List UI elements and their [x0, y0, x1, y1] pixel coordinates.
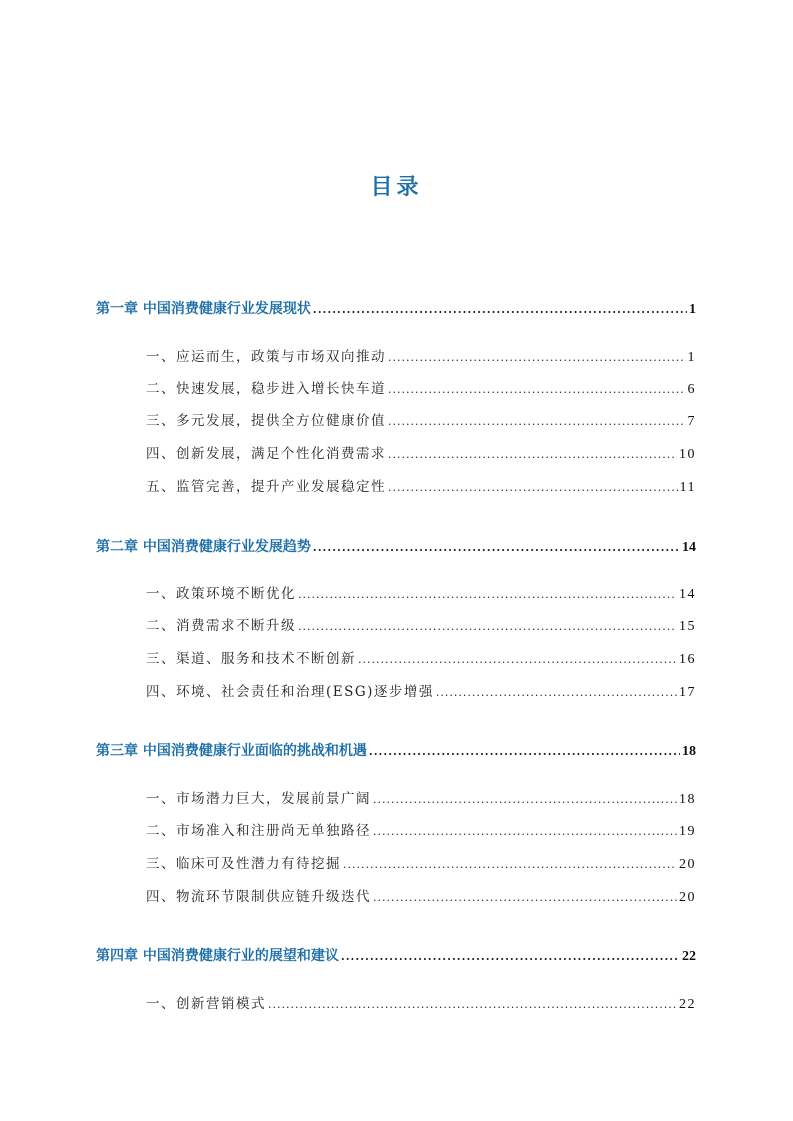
- dot-leader: [373, 825, 677, 838]
- page-number: 22: [679, 997, 696, 1012]
- page-number: 14: [682, 540, 696, 555]
- section-label: 一、市场潜力巨大，发展前景广阔: [146, 791, 371, 807]
- dot-leader: [388, 448, 677, 461]
- dot-leader: [343, 858, 677, 871]
- toc-section[interactable]: [146, 409, 696, 430]
- dot-leader: [298, 588, 677, 601]
- toc-section[interactable]: [146, 819, 696, 840]
- page-number: 20: [679, 890, 696, 905]
- section-label: 四、环境、社会责任和治理(ESG)逐步增强: [146, 684, 434, 700]
- section-label: 二、消费需求不断升级: [146, 618, 296, 634]
- chapter-label: 第二章 中国消费健康行业发展趋势: [96, 539, 311, 555]
- page-number: 10: [679, 447, 696, 462]
- toc-section[interactable]: [146, 614, 696, 635]
- section-label: 四、创新发展，满足个性化消费需求: [146, 446, 386, 462]
- page-number: 1: [687, 350, 696, 365]
- chapter-label: 第一章 中国消费健康行业发展现状: [96, 301, 311, 317]
- toc-chapter-4[interactable]: [96, 945, 696, 965]
- dot-leader: [313, 541, 680, 554]
- page-number: 15: [679, 619, 696, 634]
- page-number: 7: [687, 414, 696, 429]
- dot-leader: [388, 481, 678, 494]
- toc-section[interactable]: [146, 992, 696, 1013]
- dot-leader: [298, 620, 677, 633]
- toc-section[interactable]: [146, 442, 696, 463]
- section-label: 三、临床可及性潜力有待挖掘: [146, 856, 341, 872]
- toc-chapter-3[interactable]: [96, 740, 696, 760]
- section-label: 二、市场准入和注册尚无单独路径: [146, 823, 371, 839]
- toc-section[interactable]: [146, 852, 696, 873]
- page-number: 14: [679, 587, 696, 602]
- dot-leader: [373, 793, 677, 806]
- page-number: 17: [679, 685, 696, 700]
- dot-leader: [341, 950, 680, 963]
- page-number: 18: [682, 744, 696, 759]
- section-label: 一、创新营销模式: [146, 996, 266, 1012]
- section-label: 二、快速发展，稳步进入增长快车道: [146, 381, 386, 397]
- page-number: 16: [679, 652, 696, 667]
- page-number: 11: [679, 480, 696, 495]
- page-number: 18: [679, 792, 696, 807]
- toc-section[interactable]: [146, 885, 696, 906]
- toc-chapter-1[interactable]: [96, 298, 696, 318]
- section-label: 三、多元发展，提供全方位健康价值: [146, 413, 386, 429]
- dot-leader: [388, 415, 686, 428]
- dot-leader: [358, 653, 677, 666]
- chapter-label: 第三章 中国消费健康行业面临的挑战和机遇: [96, 743, 367, 759]
- dot-leader: [369, 745, 680, 758]
- toc-title: 目录: [370, 175, 423, 200]
- section-label: 五、监管完善，提升产业发展稳定性: [146, 479, 386, 495]
- section-label: 四、物流环节限制供应链升级迭代: [146, 889, 371, 905]
- chapter-label: 第四章 中国消费健康行业的展望和建议: [96, 948, 339, 964]
- section-label: 三、渠道、服务和技术不断创新: [146, 651, 356, 667]
- toc-section[interactable]: [146, 345, 696, 366]
- page-number: 19: [679, 824, 696, 839]
- toc-chapter-2[interactable]: [96, 536, 696, 556]
- page-number: 6: [687, 382, 696, 397]
- page-number: 20: [679, 857, 696, 872]
- page-number: 22: [682, 949, 696, 964]
- section-label: 一、政策环境不断优化: [146, 586, 296, 602]
- page-number: 1: [689, 302, 696, 317]
- toc-section[interactable]: [146, 680, 696, 701]
- dot-leader: [313, 303, 687, 316]
- section-label: 一、应运而生，政策与市场双向推动: [146, 349, 386, 365]
- toc-section[interactable]: [146, 377, 696, 398]
- dot-leader: [436, 686, 677, 699]
- toc-section[interactable]: [146, 647, 696, 668]
- dot-leader: [388, 383, 686, 396]
- toc-section[interactable]: [146, 475, 696, 496]
- dot-leader: [373, 891, 677, 904]
- toc-section[interactable]: [146, 787, 696, 808]
- dot-leader: [268, 998, 677, 1011]
- toc-section[interactable]: [146, 582, 696, 603]
- dot-leader: [388, 351, 686, 364]
